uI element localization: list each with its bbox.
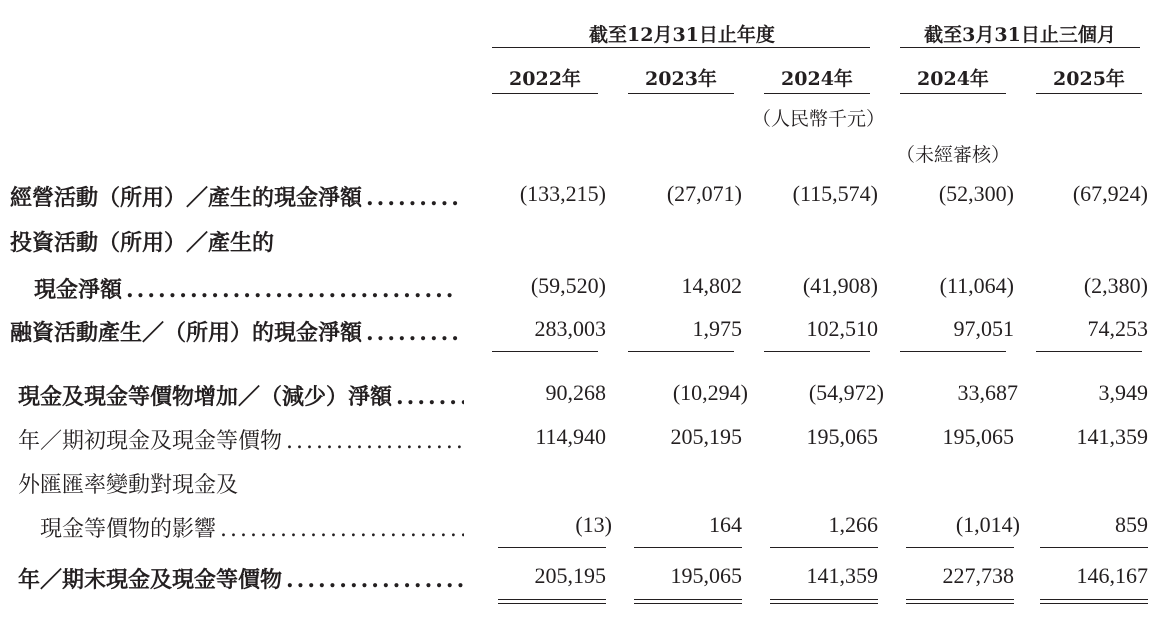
total-top-rule-2025-q1 — [1040, 547, 1148, 548]
cell-investing-2024: (41,908) — [802, 273, 878, 298]
cell-closing-2023: 195,065 — [670, 563, 742, 588]
row-label-net-change: 現金及現金等價物增加／（減少）淨額 ..... — [18, 380, 464, 411]
total-top-rule-2023 — [634, 547, 742, 548]
col-header-2024: 2024年 — [781, 68, 853, 90]
total-double-rule-2022 — [498, 599, 606, 604]
subtotal-rule-2024 — [764, 351, 870, 352]
cell-net-change-2025-q1: 3,949 — [1098, 380, 1148, 405]
total-top-rule-2024-q1 — [906, 547, 1014, 548]
row-label-investing-cash-line2: 現金淨額 ..... — [34, 273, 458, 304]
col-header-rule-2023 — [628, 93, 734, 94]
cell-investing-2025-q1: (2,380) — [1083, 273, 1148, 298]
col-header-rule-2022 — [492, 93, 598, 94]
cell-fx-2024-q1: (1,014) — [955, 512, 1020, 537]
cell-closing-2025-q1: 146,167 — [1076, 563, 1148, 588]
cell-opening-2022: 114,940 — [535, 424, 606, 449]
cell-investing-2022: (59,520) — [530, 273, 606, 298]
row-label-fx-line1: 外匯匯率變動對現金及 — [18, 473, 239, 498]
row-label-financing-cash: 融資活動產生／（所用）的現金淨額 ..... — [10, 316, 458, 347]
cell-fx-2022: (13) — [575, 512, 612, 537]
cell-financing-2024-q1: 97,051 — [953, 316, 1014, 341]
subtotal-rule-2022 — [492, 351, 598, 352]
total-double-rule-2024 — [770, 599, 878, 604]
col-header-2022: 2022年 — [509, 68, 581, 90]
col-header-rule-2024-q1 — [900, 93, 1006, 94]
col-header-rule-2024 — [764, 93, 870, 94]
cell-net-change-2024-q1: 33,687 — [957, 380, 1018, 405]
row-label-fx-line2: 現金等價物的影響 ..... — [40, 512, 464, 543]
cell-closing-2024-q1: 227,738 — [942, 563, 1014, 588]
cell-fx-2024: 1,266 — [828, 512, 878, 537]
cell-operating-2024: (115,574) — [792, 181, 878, 206]
header-group-three-months: 截至3月31日止三個月 — [924, 24, 1116, 46]
cell-operating-2024-q1: (52,300) — [938, 181, 1014, 206]
cell-financing-2025-q1: 74,253 — [1087, 316, 1148, 341]
total-top-rule-2022 — [498, 547, 606, 548]
cell-investing-2023: 14,802 — [681, 273, 742, 298]
total-double-rule-2023 — [634, 599, 742, 604]
col-header-2024-q1: 2024年 — [917, 68, 989, 90]
header-group-year-ended: 截至12月31日止年度 — [589, 24, 775, 46]
col-header-2023: 2023年 — [645, 68, 717, 90]
cell-fx-2025-q1: 859 — [1115, 512, 1148, 537]
cell-opening-2024-q1: 195,065 — [942, 424, 1014, 449]
cell-closing-2024: 141,359 — [806, 563, 878, 588]
cell-net-change-2023: (10,294) — [672, 380, 748, 405]
cell-operating-2022: (133,215) — [519, 181, 606, 206]
col-header-rule-2025-q1 — [1036, 93, 1142, 94]
cell-operating-2025-q1: (67,924) — [1072, 181, 1148, 206]
total-double-rule-2025-q1 — [1040, 599, 1148, 604]
col-header-2025-q1: 2025年 — [1053, 68, 1125, 90]
row-label-closing-cash: 年／期末現金及現金等價物 ..... — [18, 563, 464, 594]
subtotal-rule-2024-q1 — [900, 351, 1006, 352]
cell-net-change-2024: (54,972) — [808, 380, 884, 405]
total-double-rule-2024-q1 — [906, 599, 1014, 604]
header-group-three-months-rule — [900, 47, 1140, 48]
cell-fx-2023: 164 — [709, 512, 742, 537]
row-label-opening-cash: 年／期初現金及現金等價物 ..... — [18, 424, 464, 455]
cell-opening-2024: 195,065 — [806, 424, 878, 449]
total-top-rule-2024 — [770, 547, 878, 548]
cell-opening-2025-q1: 141,359 — [1076, 424, 1148, 449]
unit-note: （人民幣千元） — [752, 108, 886, 130]
cell-investing-2024-q1: (11,064) — [939, 273, 1014, 298]
cell-closing-2022: 205,195 — [534, 563, 606, 588]
row-label-operating-cash: 經營活動（所用）／產生的現金淨額 ..... — [10, 181, 458, 212]
subtotal-rule-2023 — [628, 351, 734, 352]
cell-financing-2023: 1,975 — [692, 316, 742, 341]
cell-financing-2024: 102,510 — [806, 316, 878, 341]
unaudited-note: （未經審核） — [896, 144, 1011, 166]
subtotal-rule-2025-q1 — [1036, 351, 1142, 352]
cell-financing-2022: 283,003 — [534, 316, 606, 341]
header-group-year-ended-rule — [492, 47, 870, 48]
cell-operating-2023: (27,071) — [666, 181, 742, 206]
cell-net-change-2022: 90,268 — [545, 380, 606, 405]
cell-opening-2023: 205,195 — [670, 424, 742, 449]
row-label-investing-cash-line1: 投資活動（所用）／產生的 — [10, 230, 275, 256]
